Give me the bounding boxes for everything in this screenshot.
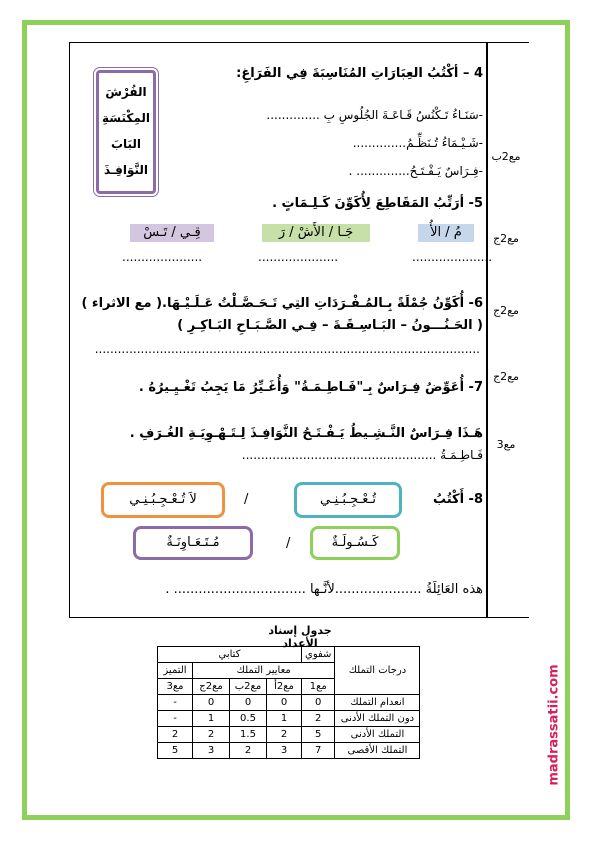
cell: 5: [158, 743, 193, 759]
header-levels: درجات التملك: [335, 647, 420, 695]
cell: 2: [267, 727, 302, 743]
cell: 0.5: [230, 711, 267, 727]
criteria-cell: مع2أ: [267, 679, 302, 695]
cell: 2: [302, 711, 335, 727]
table-row: [158, 727, 420, 743]
watermark: [544, 640, 564, 810]
table-row: [158, 743, 420, 759]
word-box: [96, 70, 156, 194]
word-box-item: البَابَ: [110, 137, 142, 151]
criterion-q5: مع2ج: [493, 232, 519, 245]
q7-answer: فَـاطِـمَـةُ ...................................................: [241, 448, 483, 462]
cell: 2: [158, 727, 193, 743]
criterion-q4: مع2ب: [491, 150, 521, 163]
header-criteria: معايير التملك: [193, 663, 335, 679]
syllables-group-1: مُ / الأُ: [418, 224, 474, 242]
cell: 3: [267, 743, 302, 759]
syllables-group-2: جَـا / الأَشْ / رَ: [262, 224, 370, 242]
word-box-item: الفُرْشَ: [105, 85, 147, 99]
option-lazy: كَـسُـولَـةٌ: [310, 526, 400, 560]
word-box-item: النَّوَافِـذَ: [103, 163, 149, 177]
q7-title: 7- أُعَوِّضُ فِـرَاسٌ بِـ"فَـاطِـمَـةُ" وَأُغَـيِّرُ مَا يَجِبُ تَغْـيِـيرُهُ .: [138, 380, 483, 395]
header-oral: شفوي: [302, 647, 335, 663]
word-box-item: المِكْنَسَةِ: [101, 111, 151, 125]
watermark-text: madrassatii.com: [546, 664, 562, 786]
row-label: التملك الأقصى: [335, 743, 420, 759]
criteria-cell: مع3: [158, 679, 193, 695]
q6-words: ( الحَـنُـــونُ – البَـاسِـقَـةَ – فِـي الصَّـبَـاحِ البَـاكِـرِ ): [177, 318, 483, 333]
cell: 1.5: [230, 727, 267, 743]
q8-separator: /: [244, 492, 249, 507]
q8-title: 8- أَكْتُبُ: [432, 492, 483, 507]
q8-separator: /: [286, 536, 291, 551]
grades-table: [157, 646, 420, 759]
q4-line-2: -شَـيْـمَاءُ تُـنَظِّـمُ..............: [352, 136, 483, 150]
cell: 0: [267, 695, 302, 711]
option-like: تُـعْـجِـبُـنِـي: [294, 482, 402, 518]
cell: 0: [193, 695, 230, 711]
q4-title: 4 – أكْتُبُ العِبَارَاتِ المُنَاسِبَةَ فِي الفَرَاغِ:: [236, 66, 483, 81]
q4-line-1: -سَنَـاءُ تَـكْنُسُ قَـاعَـةَ الجُلُوسِ بِ ..............: [266, 108, 483, 122]
table-row: [158, 695, 420, 711]
criterion-q7a: مع2ج: [493, 370, 519, 383]
q4-line-3: -فِـرَاسٌ يَـفْـتَـحُ.............. .: [348, 164, 483, 178]
cell: -: [158, 711, 193, 727]
cell: -: [158, 695, 193, 711]
syllables-group-3: قِـي / تَـسْ: [130, 224, 214, 242]
cell: 0: [302, 695, 335, 711]
q8-answer: هذه العَائِلَةُ .....................لأنَّـها ................................ .: [165, 582, 483, 597]
cell: 2: [230, 743, 267, 759]
header-excellence: التميز: [158, 663, 193, 679]
criteria-column: [487, 42, 529, 618]
cell: 1: [193, 711, 230, 727]
table-title: جدول إسناد الأعداد: [268, 624, 332, 650]
row-label: دون التملك الأدنى: [335, 711, 420, 727]
cell: 5: [302, 727, 335, 743]
cell: 3: [193, 743, 230, 759]
criteria-cell: مع2ب: [230, 679, 267, 695]
criterion-q6: مع2ج: [493, 304, 519, 317]
criterion-q7b: مع3: [496, 438, 516, 451]
row-label: التملك الأدنى: [335, 727, 420, 743]
option-cooperative: مُـتَـعَـاوِنَـةٌ: [133, 526, 253, 560]
criteria-cell: مع2ج: [193, 679, 230, 695]
cell: 2: [193, 727, 230, 743]
cell: 0: [230, 695, 267, 711]
criteria-cell: مع1: [302, 679, 335, 695]
q6-title: 6- أُكَوِّنُ جُمْلَةً بِـالمُـفْـرَدَاتِ التِي تَـحَـصَّـلْتُ عَـلَـيْـهَا.( مع الاثراء ): [81, 296, 483, 311]
q7-sentence: هَـذَا فِـرَاسٌ النَّـشِـيطُ يَـفْـتَـحُ النَّوَافِـذَ لِـتَـهْـوِيَـةِ الغُـرَفِ .: [129, 426, 483, 441]
q5-answer-2: .....................: [258, 250, 339, 264]
q5-answer-1: .....................: [412, 250, 493, 264]
cell: 7: [302, 743, 335, 759]
q6-answer-line: .....................................................................................................: [94, 342, 480, 356]
cell: 1: [267, 711, 302, 727]
table-row: [158, 711, 420, 727]
q5-title: 5- أرَتِّبُ المَقَاطِعَ لِأُكَوِّنَ كَـلِـمَاتٍ .: [272, 196, 483, 211]
header-written: كتابي: [158, 647, 302, 663]
q5-answer-3: .....................: [122, 250, 203, 264]
option-dislike: لاَ تُـعْـجِـبُـنِـي: [101, 482, 225, 518]
row-label: انعدام التملك: [335, 695, 420, 711]
